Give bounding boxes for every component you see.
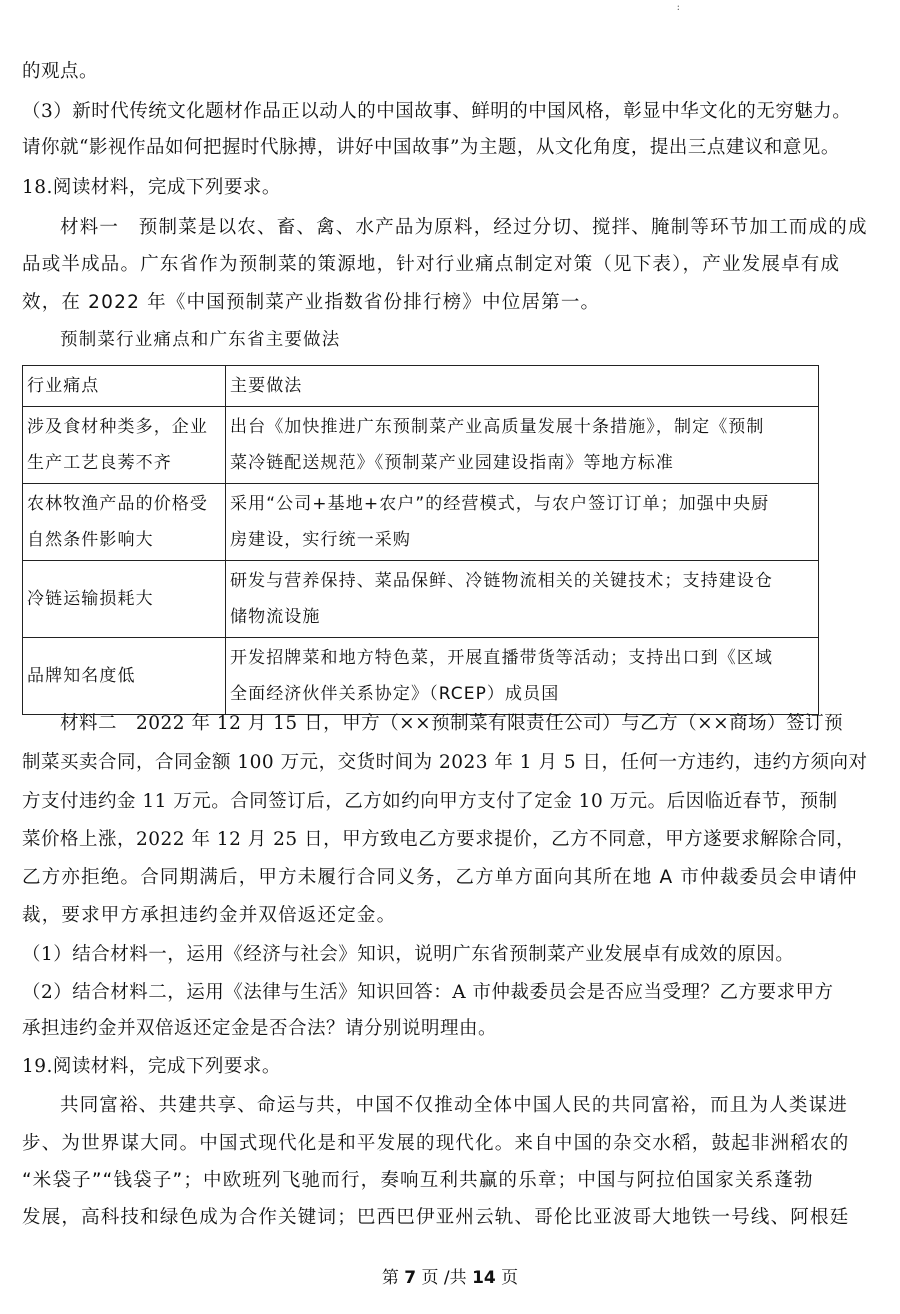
material2-line: 制菜买卖合同，合同金额 100 万元，交货时间为 2023 年 1 月 5 日，任何一方违约，违约方须向对 <box>22 752 868 773</box>
table-row <box>23 484 819 561</box>
cell-line: 开发招牌菜和地方特色菜，开展直播带货等活动；支持出口到《区域 <box>230 648 773 668</box>
material1-line: 材料一 预制菜是以农、畜、禽、水产品为原料，经过分切、搅拌、腌制等环节加工而成的成 <box>60 217 868 238</box>
measure-cell <box>226 407 819 484</box>
cell-line: 品牌知名度低 <box>27 666 136 686</box>
table-row <box>23 561 819 638</box>
header-pain: 行业痛点 <box>23 366 226 407</box>
material1-line: 品或半成品。广东省作为预制菜的策源地，针对行业痛点制定对策（见下表），产业发展卓有成 <box>22 254 841 275</box>
cell-line: 生产工艺良莠不齐 <box>27 453 172 473</box>
measure-cell <box>226 484 819 561</box>
material1-line: 效，在 2022 年《中国预制菜产业指数省份排行榜》中位居第一。 <box>22 292 601 313</box>
q19-line: 步、为世界谋大同。中国式现代化是和平发展的现代化。来自中国的杂交水稻，鼓起非洲稻农的 <box>22 1133 850 1154</box>
cell-line: 自然条件影响大 <box>27 530 154 550</box>
q19-line: 发展，高科技和绿色成为合作关键词；巴西巴伊亚州云轨、哥伦比亚波哥大地铁一号线、阿根廷 <box>22 1207 850 1228</box>
cell-line: 出台《加快推进广东预制菜产业高质量发展十条措施》，制定《预制 <box>230 417 765 437</box>
cell-line: 农林牧渔产品的价格受 <box>27 494 208 514</box>
cell-line: 储物流设施 <box>230 607 321 627</box>
pain-points-table <box>22 365 819 715</box>
question-3-line: （3）新时代传统文化题材作品正以动人的中国故事、鲜明的中国风格，彰显中华文化的无穷魅力。 <box>22 101 852 122</box>
total-pages: 14 <box>472 1268 496 1288</box>
material2-line: 材料二 2022 年 12 月 15 日，甲方（××预制菜有限责任公司）与乙方（××商场）签订预 <box>60 713 844 734</box>
question-19-heading: 19.阅读材料，完成下列要求。 <box>22 1056 281 1077</box>
cell-line: 涉及食材种类多，企业 <box>27 417 208 437</box>
cell-line: 采用“公司+基地+农户”的经营模式，与农户签订订单；加强中央厨 <box>230 494 770 514</box>
material2-line: 方支付违约金 11 万元。合同签订后，乙方如约向甲方支付了定金 10 万元。后因临近春节，预制 <box>22 791 838 812</box>
question-line: 承担违约金并双倍返还定金是否合法？请分别说明理由。 <box>22 1018 498 1039</box>
corner-mark: : <box>676 2 680 13</box>
table-header-row <box>23 366 819 407</box>
question-line: （2）结合材料二，运用《法律与生活》知识回答：A 市仲裁委员会是否应当受理？乙方要求甲方 <box>22 982 834 1003</box>
cell-line: 全面经济伙伴关系协定》（RCEP）成员国 <box>230 684 560 704</box>
cell-line: 菜冷链配送规范》《预制菜产业园建设指南》等地方标准 <box>230 453 674 473</box>
question-line: （1）结合材料一，运用《经济与社会》知识，说明广东省预制菜产业发展卓有成效的原因。 <box>22 944 795 965</box>
question-18-heading: 18.阅读材料，完成下列要求。 <box>22 177 281 198</box>
table-row <box>23 407 819 484</box>
text-line: 的观点。 <box>22 61 99 82</box>
pain-cell <box>23 407 226 484</box>
material2-line: 乙方亦拒绝。合同期满后，甲方未履行合同义务，乙方单方面向其所在地 A 市仲裁委员会申请仲 <box>22 867 858 888</box>
cell-line: 研发与营养保持、菜品保鲜、冷链物流相关的关键技术；支持建设仓 <box>230 571 773 591</box>
footer-prefix: 第 <box>381 1268 405 1288</box>
header-measure: 主要做法 <box>226 366 819 407</box>
page-footer <box>0 1263 900 1288</box>
table-caption: 预制菜行业痛点和广东省主要做法 <box>60 330 341 350</box>
pain-cell <box>23 638 226 715</box>
table-row <box>23 638 819 715</box>
footer-middle: 页 /共 <box>416 1268 473 1288</box>
measure-cell <box>226 638 819 715</box>
q19-line: 共同富裕、共建共享、命运与共，中国不仅推动全体中国人民的共同富裕，而且为人类谋进 <box>60 1095 849 1116</box>
cell-line: 冷链运输损耗大 <box>27 589 154 609</box>
q19-line: “米袋子”“钱袋子”；中欧班列飞驰而行，奏响互利共赢的乐章；中国与阿拉伯国家关系蓬勃 <box>22 1170 814 1191</box>
pain-cell <box>23 561 226 638</box>
page-number: 7 <box>404 1268 417 1288</box>
material2-line: 菜价格上涨，2022 年 12 月 25 日，甲方致电乙方要求提价，乙方不同意，甲方遂要求解除合同， <box>22 829 856 850</box>
measure-cell <box>226 561 819 638</box>
footer-suffix: 页 <box>495 1268 519 1288</box>
material2-line: 裁，要求甲方承担违约金并双倍返还定金。 <box>22 905 397 926</box>
pain-cell <box>23 484 226 561</box>
cell-line: 房建设，实行统一采购 <box>230 530 411 550</box>
question-3-line: 请你就“影视作品如何把握时代脉搏，讲好中国故事”为主题，从文化角度，提出三点建议和意见。 <box>22 137 840 158</box>
